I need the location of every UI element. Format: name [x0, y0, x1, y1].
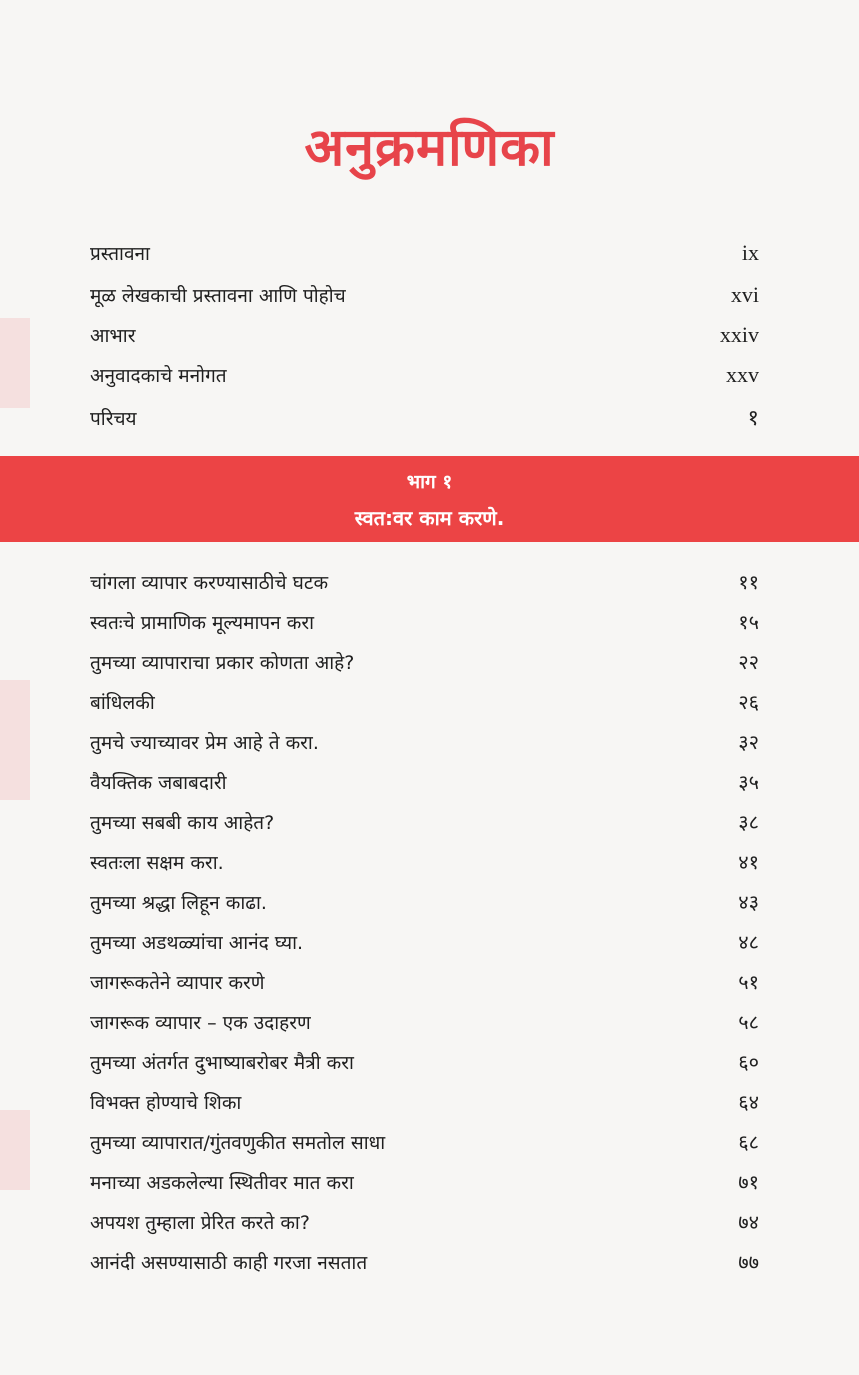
toc-entry — [90, 688, 759, 715]
toc-entry-label: मनाच्या अडकलेल्या स्थितीवर मात करा — [90, 1172, 354, 1194]
toc-entry-label: मूळ लेखकाची प्रस्तावना आणि पोहोच — [90, 285, 346, 307]
toc-entry-page: ६४ — [738, 1090, 759, 1114]
toc-entry-page: ४८ — [738, 930, 759, 954]
toc-entry-label: बांधिलकी — [90, 692, 155, 714]
toc-entry-label: परिचय — [90, 408, 137, 430]
toc-entry-label: अनुवादकाचे मनोगत — [90, 365, 227, 387]
toc-entry-page: २६ — [738, 690, 759, 714]
toc-entry-page: ३५ — [738, 770, 759, 794]
toc-entry-page: ११ — [738, 570, 759, 594]
toc-entry-page: xxv — [726, 362, 759, 387]
toc-entry-page: ३८ — [738, 810, 759, 834]
toc-entry-label: जागरूकतेने व्यापार करणे — [90, 972, 265, 994]
toc-entry-label: जागरूक व्यापार – एक उदाहरण — [90, 1012, 311, 1034]
toc-entry — [90, 928, 759, 955]
toc-entry-page: ७४ — [738, 1210, 759, 1234]
toc-entry — [90, 728, 759, 755]
toc-entry — [90, 648, 759, 675]
toc-entry-page: ix — [741, 240, 759, 265]
toc-entry — [90, 1048, 759, 1075]
part-label: भाग १ — [406, 471, 453, 493]
page-edge-tint — [0, 318, 30, 408]
toc-entry-label: तुमच्या अंतर्गत दुभाष्याबरोबर मैत्री करा — [90, 1052, 354, 1074]
page-title: अनुक्रमणिका — [304, 117, 555, 178]
part-title: स्वत:वर काम करणे. — [354, 506, 505, 530]
toc-entry-label: तुमच्या श्रद्धा लिहून काढा. — [90, 892, 267, 914]
toc-entry-label: चांगला व्यापार करण्यासाठीचे घटक — [90, 572, 329, 594]
toc-entry — [90, 1168, 759, 1195]
toc-entry — [90, 1248, 759, 1275]
toc-entry — [90, 1208, 759, 1235]
toc-entry-label: तुमच्या व्यापाराचा प्रकार कोणता आहे? — [90, 652, 355, 674]
toc-entry-page: १५ — [738, 610, 759, 634]
toc-entry-label: आनंदी असण्यासाठी काही गरजा नसतात — [90, 1252, 368, 1274]
toc-entry-label: तुमच्या सबबी काय आहेत? — [90, 812, 275, 834]
toc-entry-label: तुमच्या अडथळ्यांचा आनंद घ्या. — [90, 932, 304, 954]
toc-entry-page: ४१ — [738, 850, 759, 874]
toc-entry-label: वैयक्तिक जबाबदारी — [90, 772, 227, 794]
toc-entry — [90, 402, 759, 432]
toc-entry-label: आभार — [90, 325, 136, 347]
toc-entry — [90, 568, 759, 595]
toc-entry-page: ४३ — [738, 890, 759, 914]
toc-entry-label: तुमचे ज्याच्यावर प्रेम आहे ते करा. — [90, 732, 319, 754]
toc-entry — [90, 968, 759, 995]
toc-entry-page: ६८ — [738, 1130, 759, 1154]
toc-entry — [90, 848, 759, 875]
toc-entry — [90, 1008, 759, 1035]
toc-entry-page: xxiv — [719, 322, 759, 347]
toc-entry — [90, 888, 759, 915]
page-edge-tint — [0, 1110, 30, 1190]
toc-entry-page: xvi — [730, 282, 759, 307]
toc-entry — [90, 322, 759, 348]
toc-entry-label: अपयश तुम्हाला प्रेरित करते का? — [90, 1212, 310, 1234]
toc-entry — [90, 1128, 759, 1155]
toc-entry — [90, 282, 759, 308]
toc-entry — [90, 240, 759, 266]
toc-entry-label: विभक्त होण्याचे शिका — [90, 1092, 242, 1114]
toc-entry-label: प्रस्तावना — [90, 243, 150, 265]
toc-entry-page: १ — [747, 405, 759, 430]
toc-entry — [90, 808, 759, 835]
page-edge-tint — [0, 680, 30, 800]
toc-entry-page: ५८ — [738, 1010, 759, 1034]
toc-entry — [90, 362, 759, 388]
toc-entry-label: तुमच्या व्यापारात/गुंतवणुकीत समतोल साधा — [90, 1132, 386, 1154]
toc-entry — [90, 1088, 759, 1115]
toc-entry-page: २२ — [738, 650, 759, 674]
toc-entry-page: ७१ — [738, 1170, 759, 1194]
toc-entry-label: स्वतःला सक्षम करा. — [90, 852, 224, 874]
toc-entry-page: ५१ — [738, 970, 759, 994]
toc-entry-page: ३२ — [738, 730, 759, 754]
toc-entry — [90, 768, 759, 795]
toc-entry-label: स्वतःचे प्रामाणिक मूल्यमापन करा — [90, 612, 315, 634]
part-banner — [0, 456, 859, 542]
toc-entry-page: ७७ — [738, 1250, 759, 1274]
toc-entry — [90, 608, 759, 635]
toc-entry-page: ६० — [738, 1050, 759, 1074]
